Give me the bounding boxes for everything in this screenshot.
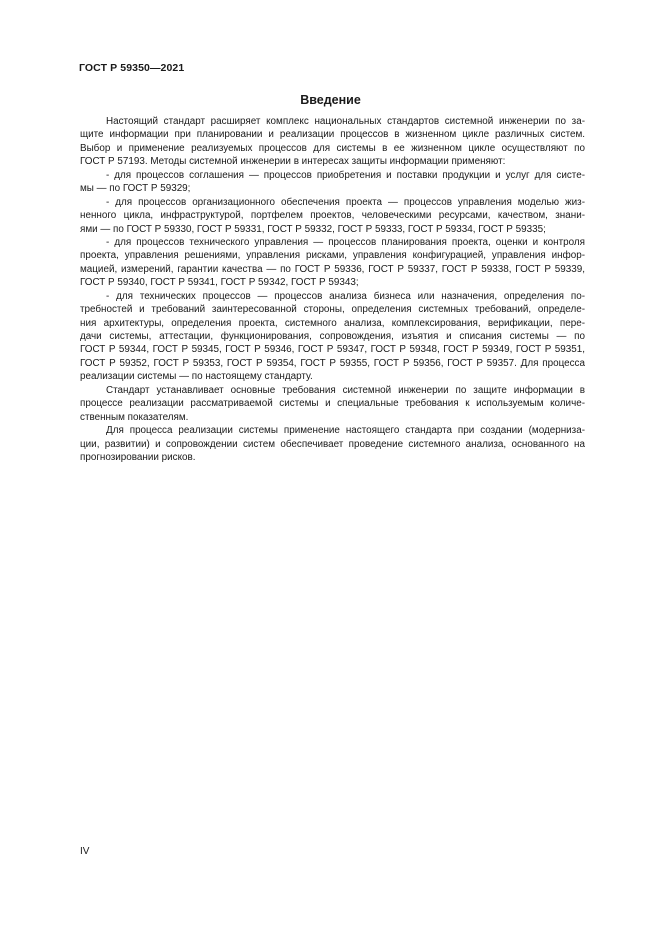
text-line: мы — по ГОСТ Р 59329; [80,183,191,195]
section-title: Введение [300,93,361,107]
text-line: - для процессов организационного обеспечения проекта — процессов управления моделью жиз- [106,196,585,208]
document-id-header: ГОСТ Р 59350—2021 [79,62,185,74]
text-line: Выбор и применение реализуемых процессов для системы в ее жизненном цикле осуществляют по [80,142,585,154]
text-line: дачи системы, аттестации, функционирования, сопровождения, изъятия и списания системы — по [80,331,585,342]
text-line: прогнозировании рисков. [80,451,196,463]
page-number: IV [80,846,90,857]
text-line: Настоящий стандарт расширяет комплекс национальных стандартов системной инженерии по за- [106,116,585,127]
text-line: требностей и требований заинтересованной стороны, определения системных требований, определе- [80,304,585,316]
body-text [80,115,585,464]
text-line: процессе реализации рассматриваемой системы и специальные требования к используемым количе- [80,398,585,410]
text-line: - для технических процессов — процессов анализа бизнеса или назначения, определения по- [106,290,585,302]
text-line: Для процесса реализации системы применение настоящего стандарта при создании (модерниза- [106,425,585,437]
text-line: ГОСТ Р 59344, ГОСТ Р 59345, ГОСТ Р 59346, ГОСТ Р 59347, ГОСТ Р 59348, ГОСТ Р 59349, ГОСТ Р 59351, [80,344,585,356]
text-line: щите информации при планировании и реализации процессов в жизненном цикле различных систем. [80,129,585,141]
text-line: ГОСТ Р 59352, ГОСТ Р 59353, ГОСТ Р 59354, ГОСТ Р 59355, ГОСТ Р 59356, ГОСТ Р 59357. Для процесса [80,357,585,369]
text-line: ции, развитии) и сопровождении систем обеспечивает проведение системного анализа, основанного на [80,438,585,450]
text-line: Стандарт устанавливает основные требования системной инженерии по защите информации в [106,384,585,396]
text-line: ненного цикла, инфраструктурой, портфелем проектов, человеческими ресурсами, качеством, знани- [80,210,585,222]
text-line: проекта, управления решениями, управления рисками, управления конфигурацией, управления инфор- [80,250,585,262]
text-line: ГОСТ Р 57193. Методы системной инженерии в интересах защиты информации применяют: [80,156,506,168]
text-line: ГОСТ Р 59340, ГОСТ Р 59341, ГОСТ Р 59342, ГОСТ Р 59343; [80,277,359,289]
text-line: ния архитектуры, определения проекта, системного анализа, комплексирования, верификации, пере- [80,317,585,329]
text-line: ями — по ГОСТ Р 59330, ГОСТ Р 59331, ГОСТ Р 59332, ГОСТ Р 59333, ГОСТ Р 59334, ГОСТ Р 59335; [80,223,546,235]
text-line: ственным показателям. [80,411,189,423]
text-line: реализации системы — по настоящему стандарту. [80,371,313,383]
text-line: - для процессов соглашения — процессов приобретения и поставки продукции и услуг для систе- [106,169,585,181]
text-line: - для процессов технического управления — процессов планирования проекта, оценки и контроля [106,236,585,248]
text-line: мацией, измерений, гарантии качества — по ГОСТ Р 59336, ГОСТ Р 59337, ГОСТ Р 59338, ГОСТ Р 59339, [80,263,585,275]
